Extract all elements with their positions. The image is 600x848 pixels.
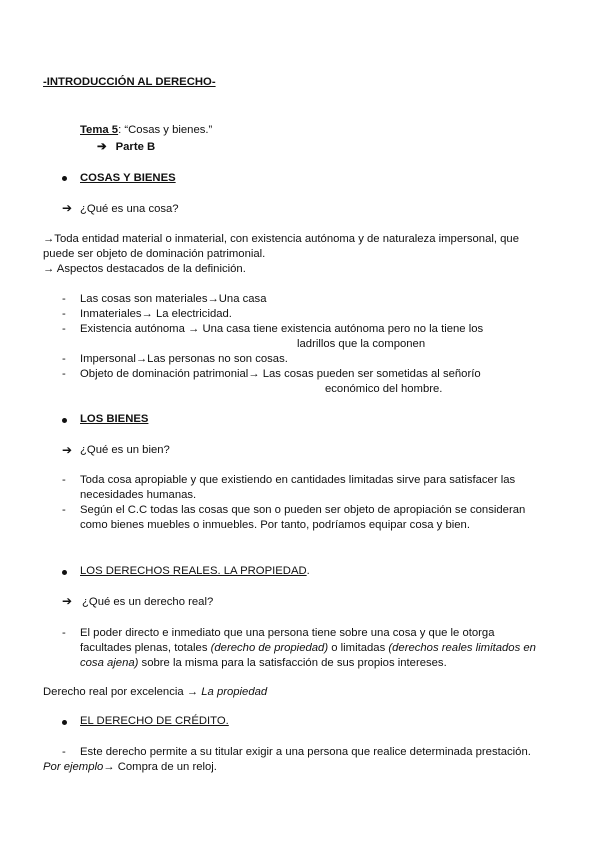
dash-marker: - <box>62 627 66 639</box>
topic-label: Tema 5 <box>80 124 119 136</box>
part-label: Parte B <box>115 141 156 153</box>
example-label: Por ejemplo <box>43 761 104 773</box>
section-credito-heading: EL DERECHO DE CRÉDITO. <box>80 715 229 727</box>
topic-separator: : <box>118 124 125 136</box>
section-heading-text: LOS DERECHOS REALES. LA PROPIEDAD <box>80 565 307 577</box>
part-line <box>97 140 155 154</box>
question-arrow-icon: ➔ <box>62 594 73 608</box>
bullet-icon <box>62 418 67 423</box>
paragraph-line <box>80 656 447 670</box>
dash-marker: - <box>62 323 66 335</box>
section-cosas-heading: COSAS Y BIENES <box>80 172 176 184</box>
question-bien: ¿Qué es un bien? <box>80 444 170 456</box>
part-arrow-icon: ➔ <box>97 141 107 153</box>
paragraph-text: sobre la misma para la satisfacción de sus propios intereses. <box>138 657 447 669</box>
list-item: Las cosas son materiales→Una casa <box>80 293 267 305</box>
bullet-icon <box>62 720 67 725</box>
paragraph-line <box>80 641 536 655</box>
list-item: Impersonal→Las personas no son cosas. <box>80 353 288 365</box>
list-item-continuation: necesidades humanas. <box>80 489 197 501</box>
list-item: Inmateriales→ La electricidad. <box>80 308 232 320</box>
topic-line <box>80 123 212 137</box>
excellence-text: Derecho real por excelencia → <box>43 686 202 698</box>
section-heading-tail: . <box>306 565 310 577</box>
list-item: Existencia autónoma → Una casa tiene existencia autónoma pero no la tiene los <box>80 323 484 335</box>
question-derecho-real: ¿Qué es un derecho real? <box>82 596 214 608</box>
definition-line: → Aspectos destacados de la definición. <box>43 263 246 275</box>
question-arrow-icon: ➔ <box>62 201 73 215</box>
paragraph-italic: (derechos reales limitados en <box>388 642 536 654</box>
topic-subject: “Cosas y bienes.” <box>124 124 213 136</box>
list-item: Según el C.C todas las cosas que son o pueden ser objeto de apropiación se consideran <box>80 504 526 516</box>
dash-marker: - <box>62 504 66 516</box>
list-item: Toda cosa apropiable y que existiendo en cantidades limitadas sirve para satisfacer las <box>80 474 516 486</box>
question-arrow-icon: ➔ <box>62 443 73 457</box>
definition-line: →Toda entidad material o inmaterial, con existencia autónoma y de naturaleza impersonal, que <box>43 233 519 245</box>
paragraph-text: facultades plenas, totales <box>80 642 211 654</box>
paragraph-italic: (derecho de propiedad) <box>210 642 329 654</box>
document-title: -INTRODUCCIÓN AL DERECHO- <box>43 76 216 88</box>
paragraph-text: o limitadas <box>328 642 389 654</box>
dash-marker: - <box>62 353 66 365</box>
bullet-icon <box>62 176 67 181</box>
list-item: Objeto de dominación patrimonial→ Las cosas pueden ser sometidas al señorío <box>80 368 481 380</box>
section-bienes-heading: LOS BIENES <box>80 413 149 425</box>
excellence-line <box>43 685 267 699</box>
list-item-continuation: como bienes muebles o inmuebles. Por tanto, podríamos equipar cosa y bien. <box>80 519 470 531</box>
bullet-icon <box>62 570 67 575</box>
list-item-continuation: económico del hombre. <box>325 383 443 395</box>
list-item-continuation: ladrillos que la componen <box>297 338 426 350</box>
dash-marker: - <box>62 368 66 380</box>
question-cosa: ¿Qué es una cosa? <box>80 203 179 215</box>
dash-marker: - <box>62 308 66 320</box>
paragraph-italic: cosa ajena) <box>80 657 139 669</box>
paragraph-line: El poder directo e inmediato que una persona tiene sobre una cosa y que le otorga <box>80 627 495 639</box>
excellence-italic: La propiedad <box>201 686 268 698</box>
dash-marker: - <box>62 293 66 305</box>
list-item: Este derecho permite a su titular exigir a una persona que realice determinada prestación. <box>80 746 531 758</box>
example-text: → Compra de un reloj. <box>103 761 217 773</box>
definition-line: puede ser objeto de dominación patrimonial. <box>43 248 266 260</box>
dash-marker: - <box>62 474 66 486</box>
example-line <box>43 760 217 774</box>
dash-marker: - <box>62 746 66 758</box>
section-derechos-reales-heading <box>80 564 310 578</box>
